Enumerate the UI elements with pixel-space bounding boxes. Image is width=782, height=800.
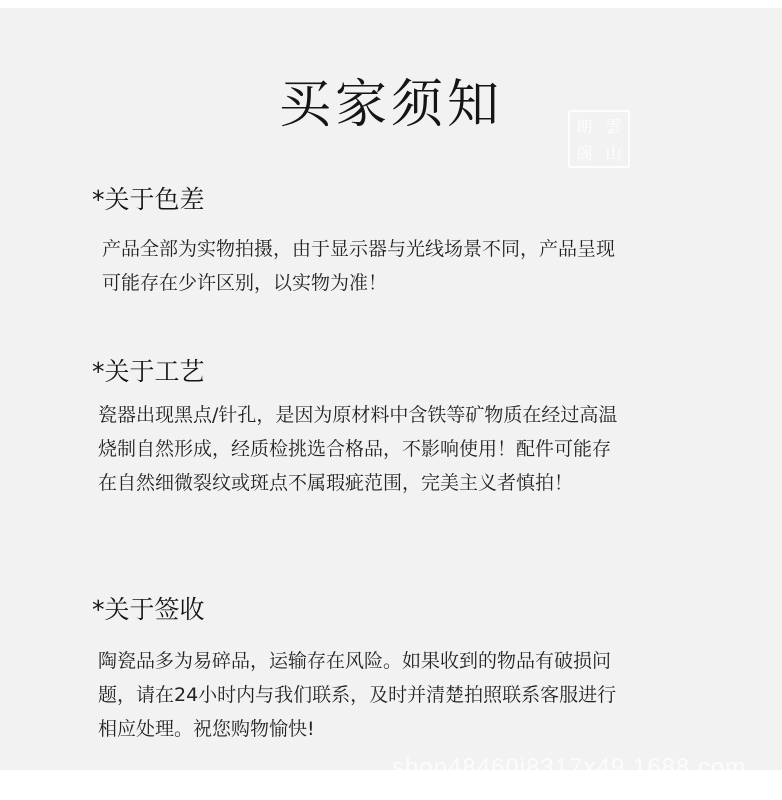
section-heading-color-difference: *关于色差 xyxy=(92,185,205,214)
section-body-craftsmanship xyxy=(98,398,738,500)
body-line: 瓷器出现黑点/针孔，是因为原材料中含铁等矿物质在经过高温 xyxy=(98,404,618,426)
page-title: 买家须知 xyxy=(278,75,503,135)
seal-stamp xyxy=(568,110,630,168)
section-body-color-difference xyxy=(102,232,742,300)
seal-char: 朗 xyxy=(576,117,593,136)
seal-char: 山 xyxy=(605,144,622,163)
section-body-delivery xyxy=(98,644,738,746)
notice-panel xyxy=(0,8,782,770)
body-line: 可能存在少许区别，以实物为准！ xyxy=(102,272,388,294)
seal-char: 阁 xyxy=(576,144,593,163)
body-line: 题，请在24小时内与我们联系，及时并清楚拍照联系客服进行 xyxy=(98,684,617,706)
seal-char: 雲 xyxy=(605,117,622,136)
body-line: 在自然细微裂纹或斑点不属瑕疵范围，完美主义者慎拍！ xyxy=(98,472,574,494)
section-heading-craftsmanship: *关于工艺 xyxy=(92,357,205,386)
shop-watermark: shop48460i8317x49.1688.com xyxy=(392,754,747,781)
section-heading-delivery: *关于签收 xyxy=(92,595,205,624)
body-line: 烧制自然形成，经质检挑选合格品，不影响使用！配件可能存 xyxy=(98,438,612,460)
body-line: 相应处理。祝您购物愉快! xyxy=(98,718,315,740)
body-line: 陶瓷品多为易碎品，运输存在风险。如果收到的物品有破损问 xyxy=(98,650,612,672)
body-line: 产品全部为实物拍摄，由于显示器与光线场景不同，产品呈现 xyxy=(102,238,616,260)
